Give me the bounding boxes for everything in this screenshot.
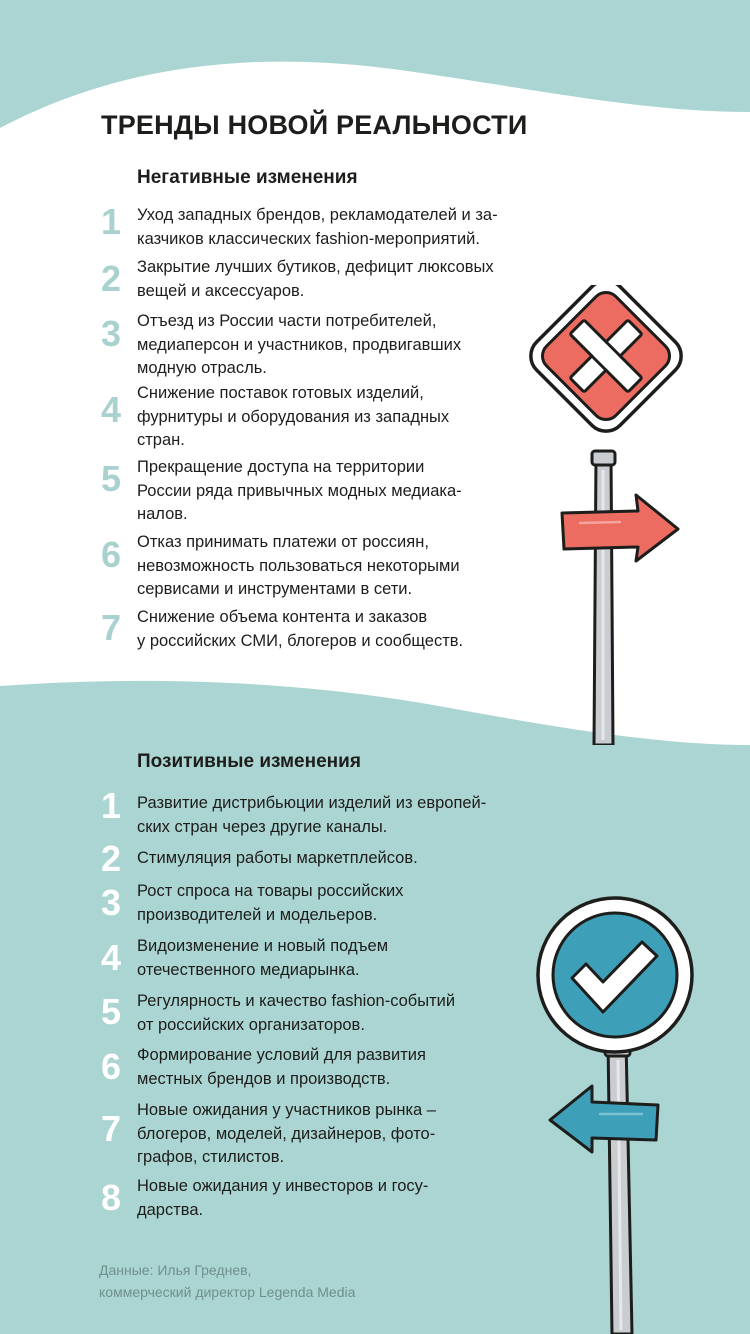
item-number: 3 <box>100 313 122 354</box>
source-credit: Данные: Илья Греднев, коммерческий директор Legenda Media <box>99 1262 356 1300</box>
item-number: 4 <box>100 389 122 430</box>
item-number: 1 <box>100 785 122 826</box>
item-number: 3 <box>100 882 122 923</box>
item-text: Стимуляция работы маркетплейсов. <box>137 849 418 867</box>
item-number: 4 <box>100 937 122 978</box>
item-text: Формирование условий для развития местных брендов и производств. <box>137 1046 426 1088</box>
item-number: 8 <box>100 1177 122 1218</box>
item-number: 6 <box>100 1046 122 1087</box>
item-number: 5 <box>100 458 122 499</box>
item-number: 1 <box>100 201 122 242</box>
positive-heading: Позитивные изменения <box>137 751 361 772</box>
item-number: 7 <box>100 1108 122 1149</box>
item-text: Уход западных брендов, рекламодателей и за- казчиков классических fashion-мероприятий. <box>137 206 498 248</box>
item-text: Регулярность и качество fashion-событий от российских организаторов. <box>137 992 456 1034</box>
item-text: Отказ принимать платежи от россиян, невозможность пользоваться некоторыми сервисами и инструментами в сети. <box>137 533 460 598</box>
item-text: Видоизменение и новый подъем отечественного медиарынка. <box>137 937 389 979</box>
cross-road-sign-icon <box>510 285 700 745</box>
item-text: Прекращение доступа на территории России ряда привычных модных медиака- налов. <box>137 458 462 523</box>
item-text: Отъезд из России части потребителей, медиаперсон и участников, продвигавших модную отрасль. <box>137 312 462 377</box>
item-text: Новые ожидания у инвесторов и госу- дарства. <box>137 1177 429 1219</box>
item-number: 2 <box>100 838 122 879</box>
item-text: Новые ожидания у участников рынка – блогеров, моделей, дизайнеров, фото- графов, стилистов. <box>137 1101 436 1166</box>
item-number: 6 <box>100 534 122 575</box>
item-number: 2 <box>100 258 122 299</box>
item-text: Закрытие лучших бутиков, дефицит люксовых вещей и аксессуаров. <box>137 258 494 300</box>
item-text: Снижение объема контента и заказов у российских СМИ, блогеров и сообществ. <box>137 608 464 650</box>
check-road-sign-icon <box>530 890 710 1334</box>
item-number: 5 <box>100 991 122 1032</box>
item-number: 7 <box>100 607 122 648</box>
item-text: Снижение поставок готовых изделий, фурнитуры и оборудования из западных стран. <box>137 384 450 449</box>
page-title: ТРЕНДЫ НОВОЙ РЕАЛЬНОСТИ <box>101 110 528 140</box>
item-text: Рост спроса на товары российских производителей и модельеров. <box>137 882 404 924</box>
negative-heading: Негативные изменения <box>137 167 358 188</box>
item-text: Развитие дистрибьюции изделий из европей- ских стран через другие каналы. <box>137 794 487 836</box>
